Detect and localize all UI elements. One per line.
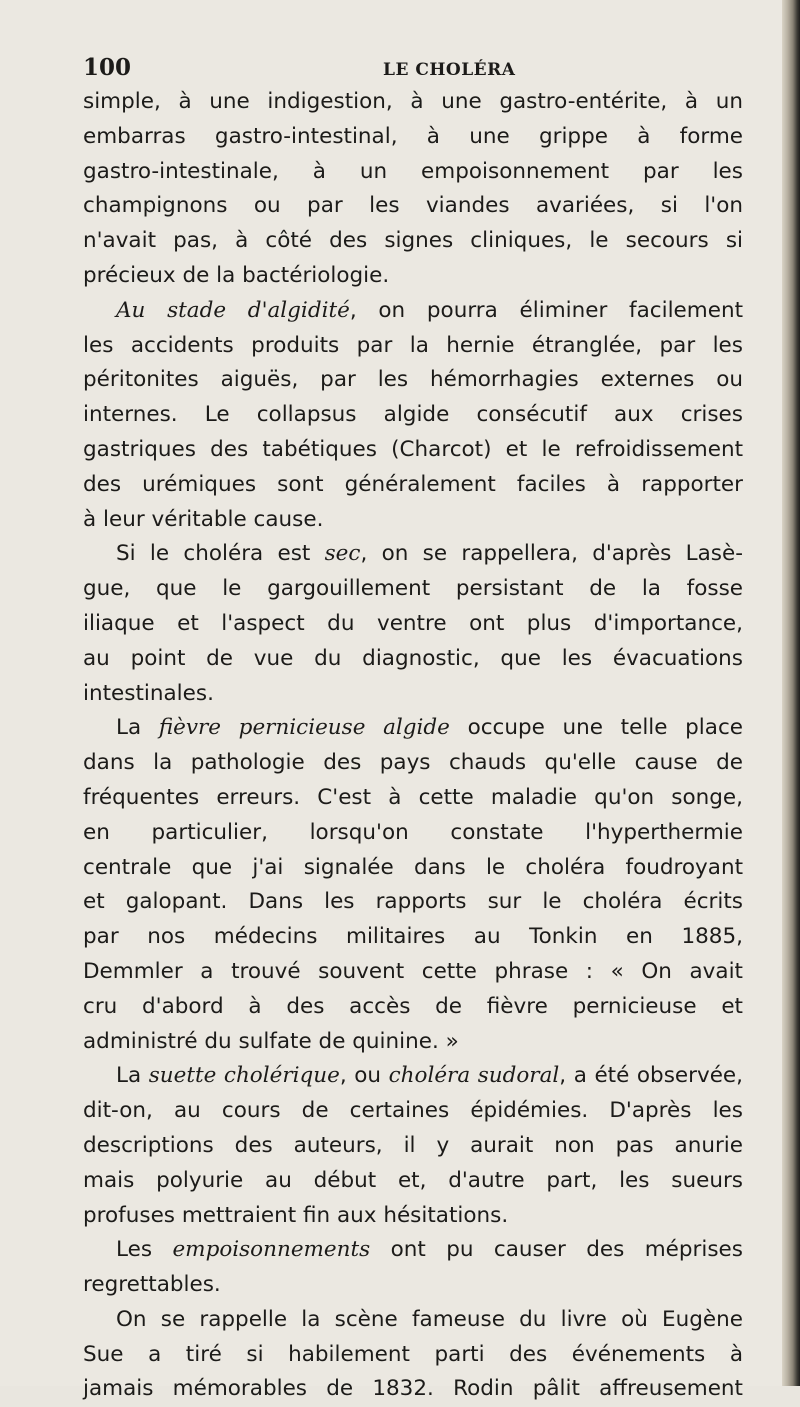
- line-text: Si le choléra est: [116, 541, 325, 567]
- text-line: iliaque et l'aspect du ventre ont plus d'importance,: [83, 610, 743, 636]
- text-line: mais polyurie au début et, d'autre part, les sueurs: [83, 1167, 743, 1193]
- italic-phrase: suette cholérique: [148, 1063, 340, 1089]
- body-text: [83, 85, 743, 1407]
- text-line: péritonites aiguës, par les hémorrhagies externes ou: [83, 367, 743, 393]
- text-line: intestinales.: [83, 680, 214, 706]
- line-text: , ou: [339, 1063, 389, 1089]
- text-line: par nos médecins militaires au Tonkin en 1885,: [83, 924, 743, 950]
- italic-word: sec: [324, 541, 361, 567]
- text-line: à leur véritable cause.: [83, 506, 324, 532]
- text-line: gastriques des tabétiques (Charcot) et le refroidissement: [83, 436, 743, 462]
- line-text: La: [116, 715, 159, 741]
- text-line: gue, que le gargouillement persistant de la fosse: [83, 576, 743, 602]
- text-line: les accidents produits par la hernie étranglée, par les: [83, 332, 743, 358]
- text-line: simple, à une indigestion, à une gastro-entérite, à un: [83, 89, 743, 114]
- text-line: n'avait pas, à côté des signes cliniques, le secours si: [83, 228, 743, 254]
- text-line: dit-on, au cours de certaines épidémies. D'après les: [83, 1098, 743, 1124]
- text-line: [83, 294, 743, 329]
- text-line: en particulier, lorsqu'on constate l'hyperthermie: [83, 819, 743, 845]
- text-line: [83, 711, 743, 746]
- text-line: fréquentes erreurs. C'est à cette maladie qu'on songe,: [83, 784, 743, 810]
- text-line: et galopant. Dans les rapports sur le choléra écrits: [83, 889, 743, 915]
- text-line: dans la pathologie des pays chauds qu'elle cause de: [83, 750, 743, 776]
- text-line: centrale que j'ai signalée dans le choléra foudroyant: [83, 854, 743, 880]
- text-line: champignons ou par les viandes avariées, si l'on: [83, 193, 743, 219]
- italic-phrase: fièvre pernicieuse algide: [158, 715, 450, 741]
- text-line: [83, 537, 743, 572]
- text-line: Demmler a trouvé souvent cette phrase : « On avait: [83, 958, 743, 984]
- running-title: LE CHOLÉRA: [383, 60, 516, 80]
- text-line: Sue a tiré si habilement parti des événements à: [83, 1341, 743, 1367]
- text-line: des urémiques sont généralement faciles à rapporter: [83, 471, 743, 497]
- text-line: [83, 1233, 743, 1268]
- italic-phrase: choléra sudoral: [388, 1063, 560, 1089]
- italic-phrase: Au stade d'algidité: [116, 297, 350, 323]
- text-line: au point de vue du diagnostic, que les évacuations: [83, 645, 743, 671]
- page-edge-shadow: [782, 0, 800, 1386]
- page-header: [83, 54, 743, 84]
- page-number: 100: [83, 54, 132, 81]
- text-line: internes. Le collapsus algide consécutif aux crises: [83, 402, 743, 428]
- line-text: Les: [116, 1237, 173, 1263]
- line-text: La: [116, 1063, 149, 1089]
- text-line: [83, 1059, 743, 1094]
- italic-word: empoisonnements: [172, 1237, 371, 1263]
- line-text: , on se rappellera, d'après Lasè-: [360, 541, 743, 567]
- line-text: , a été observée,: [559, 1063, 743, 1089]
- line-text: , on pourra éliminer facilement: [349, 297, 744, 323]
- text-line: descriptions des auteurs, il y aurait non pas anurie: [83, 1132, 743, 1158]
- text-line: précieux de la bactériologie.: [83, 262, 390, 288]
- text-line: administré du sulfate de quinine. »: [83, 1028, 459, 1054]
- text-line: gastro-intestinale, à un empoisonnement par les: [83, 158, 743, 184]
- line-text: occupe une telle place: [449, 715, 743, 741]
- text-line: On se rappelle la scène fameuse du livre où Eugène: [116, 1306, 743, 1332]
- text-line: cru d'abord à des accès de fièvre pernicieuse et: [83, 993, 743, 1019]
- text-line: jamais mémorables de 1832. Rodin pâlit affreusement: [83, 1376, 743, 1402]
- line-text: ont pu causer des méprises: [370, 1237, 743, 1263]
- text-line: embarras gastro-intestinal, à une grippe à forme: [83, 123, 743, 149]
- text-line: regrettables.: [83, 1272, 221, 1298]
- text-line: profuses mettraient fin aux hésitations.: [83, 1202, 509, 1228]
